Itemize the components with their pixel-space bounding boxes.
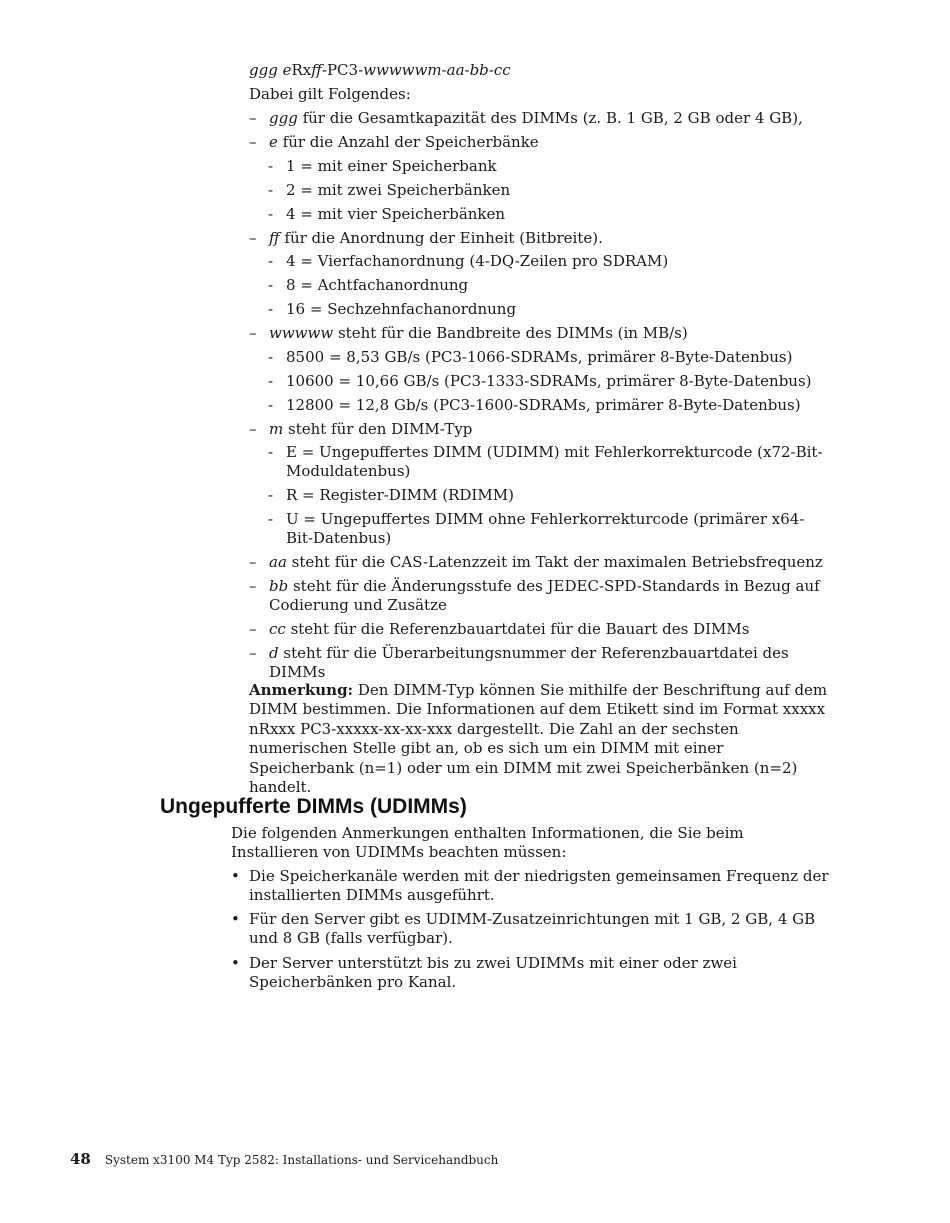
sub-item: - 4 = Vierfachanordnung (4-DQ-Zeilen pro SDRAM) — [268, 252, 669, 270]
note-text: Den DIMM-Typ können Sie mithilfe der Beschriftung auf dem DIMM bestimmen. Die Informationen auf dem Etikett sind im Format xxxxx nRxxx PC3-xxxxx-xx-xx-xxx dargestellt. Die Zahl an der sechsten numerischen Stelle gibt an, ob es sich um ein DIMM mit einer Speicherbank (n=1) oder um ein DIMM mit zwei Speicherbänken (n=2) handelt. — [249, 681, 828, 797]
list-item-ggg: – ggg für die Gesamtkapazität des DIMMs (z. B. 1 GB, 2 GB oder 4 GB), — [249, 109, 803, 127]
sub-item: - U = Ungepuffertes DIMM ohne Fehlerkorrekturcode (primärer x64-Bit-Datenbus) — [268, 510, 805, 547]
sub-item: - 2 = mit zwei Speicherbänken — [268, 181, 511, 199]
bullet-item: • Für den Server gibt es UDIMM-Zusatzeinrichtungen mit 1 GB, 2 GB, 4 GB und 8 GB (falls verfügbar). — [231, 910, 816, 948]
sub-item: - 1 = mit einer Speicherbank — [268, 157, 497, 175]
sub-item: - 4 = mit vier Speicherbänken — [268, 205, 506, 223]
format-rx: Rx — [291, 61, 312, 79]
list-item-wwwww: – wwwww steht für die Bandbreite des DIMMs (in MB/s) — [249, 324, 688, 342]
format-ggg: ggg — [249, 61, 278, 79]
footer-title: System x3100 M4 Typ 2582: Installations- und Servicehandbuch — [104, 1153, 499, 1167]
list-item-m: – m steht für den DIMM-Typ — [249, 420, 473, 438]
list-item-d: – d steht für die Überarbeitungsnummer der Referenzbauartdatei des DIMMs — [249, 644, 789, 681]
section-heading: Ungepufferte DIMMs (UDIMMs) — [160, 795, 467, 818]
list-item-aa: – aa steht für die CAS-Latenzzeit im Takt der maximalen Betriebsfrequenz — [249, 553, 823, 571]
list-item-bb: – bb steht für die Änderungsstufe des JEDEC-SPD-Standards in Bezug auf Codierung und Zusätze — [249, 577, 820, 614]
note-paragraph — [249, 681, 829, 797]
page-footer — [70, 1150, 498, 1168]
sub-item: - R = Register-DIMM (RDIMM) — [268, 486, 514, 504]
format-e: e — [282, 61, 292, 79]
sub-item: - 10600 = 10,66 GB/s (PC3-1333-SDRAMs, primärer 8-Byte-Datenbus) — [268, 372, 812, 390]
sub-item: - 12800 = 12,8 Gb/s (PC3-1600-SDRAMs, primärer 8-Byte-Datenbus) — [268, 396, 801, 414]
page-number: 48 — [70, 1150, 91, 1168]
format-ff: ff — [311, 61, 322, 79]
list-item-cc: – cc steht für die Referenzbauartdatei für die Bauart des DIMMs — [249, 620, 750, 638]
bullet-item: • Die Speicherkanäle werden mit der niedrigsten gemeinsamen Frequenz der installierten DIMMs ausgeführt. — [231, 867, 829, 905]
sub-item: - 8500 = 8,53 GB/s (PC3-1066-SDRAMs, primärer 8-Byte-Datenbus) — [268, 348, 793, 366]
list-item-e: – e für die Anzahl der Speicherbänke — [249, 133, 539, 151]
intro-line: Dabei gilt Folgendes: — [249, 85, 411, 103]
format-rest: wwwwwm-aa-bb-cc — [363, 61, 511, 79]
section-intro: Die folgenden Anmerkungen enthalten Informationen, die Sie beim Installieren von UDIMMs beachten müssen: — [231, 824, 744, 862]
sub-item: - E = Ungepuffertes DIMM (UDIMM) mit Fehlerkorrekturcode (x72-Bit-Moduldatenbus) — [268, 443, 823, 480]
sub-item: - 16 = Sechzehnfachanordnung — [268, 300, 517, 318]
format-pc3: -PC3- — [321, 61, 364, 79]
list-item-ff: – ff für die Anordnung der Einheit (Bitbreite). — [249, 229, 603, 247]
sub-item: - 8 = Achtfachanordnung — [268, 276, 469, 294]
bullet-item: • Der Server unterstützt bis zu zwei UDIMMs mit einer oder zwei Speicherbänken pro Kanal. — [231, 954, 737, 992]
dimm-format-line — [249, 61, 511, 80]
note-label: Anmerkung: — [249, 681, 354, 699]
